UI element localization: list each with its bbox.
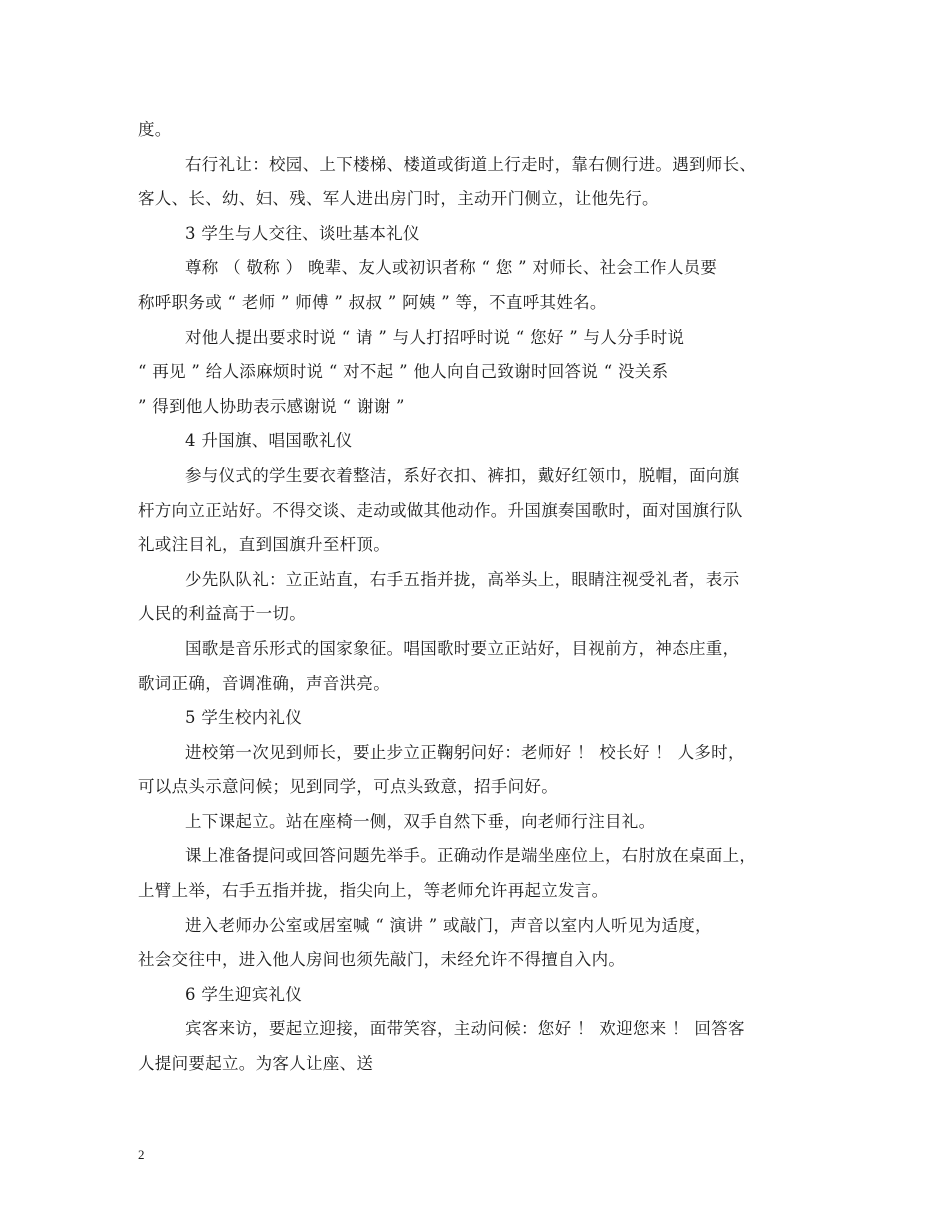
text-line: ” 得到他人协助表示感谢说 “ 谢谢 ” <box>138 396 405 416</box>
text-line: 少先队队礼：立正站直，右手五指并拢，高举头上，眼睛注视受礼者，表示 <box>185 569 740 589</box>
text-line: 参与仪式的学生要衣着整洁，系好衣扣、裤扣，戴好红领巾，脱帽，面向旗 <box>185 465 740 485</box>
text-line: 4 升国旗、唱国歌礼仪 <box>185 431 353 451</box>
text-line: 进入老师办公室或居室喊 “ 演讲 ” 或敲门，声音以室内人听见为适度， <box>185 915 712 935</box>
text-line: 尊称 （ 敬称 ） 晚辈、友人或初识者称 “ 您 ” 对师长、社会工作人员要 <box>185 258 718 278</box>
text-line: 可以点头示意问候；见到同学，可点头致意，招手问好。 <box>138 777 558 797</box>
text-line: 客人、长、幼、妇、残、军人进出房门时，主动开门侧立，让他先行。 <box>138 189 659 209</box>
text-line: 国歌是音乐形式的国家象征。唱国歌时要立正站好，目视前方，神态庄重， <box>185 638 740 658</box>
text-line: 进校第一次见到师长，要止步立正鞠躬问好：老师好 ！ 校长好 ！ 人多时， <box>185 742 745 762</box>
document-body <box>138 113 828 1082</box>
text-line: 宾客来访，要起立迎接，面带笑容，主动问候：您好 ！ 欢迎您来 ！ 回答客 <box>185 1019 745 1039</box>
text-line: 称呼职务或 “ 老师 ” 师傅 ” 叔叔 ” 阿姨 ” 等，不直呼其姓名。 <box>138 292 607 312</box>
text-line: 对他人提出要求时说 “ 请 ” 与人打招呼时说 “ 您好 ” 与人分手时说 <box>185 327 685 347</box>
text-line: 杆方向立正站好。不得交谈、走动或做其他动作。升国旗奏国歌时，面对国旗行队 <box>138 500 743 520</box>
text-line: 礼或注目礼，直到国旗升至杆顶。 <box>138 535 390 555</box>
text-line: 右行礼让：校园、上下楼梯、楼道或街道上行走时，靠右侧行进。遇到师长、 <box>185 154 757 174</box>
text-line: 人民的利益高于一切。 <box>138 604 306 624</box>
text-line: 社会交往中，进入他人房间也须先敲门，未经允许不得擅自入内。 <box>138 950 626 970</box>
text-line: 度。 <box>138 120 172 139</box>
text-line: 人提问要起立。为客人让座、送 <box>138 1054 374 1074</box>
text-line: 课上准备提问或回答问题先举手。正确动作是端坐座位上，右肘放在桌面上， <box>185 846 757 866</box>
text-line: 3 学生与人交往、谈吐基本礼仪 <box>185 223 420 243</box>
page-number: 2 <box>138 1147 145 1162</box>
text-line: 歌词正确，音调准确，声音洪亮。 <box>138 673 390 693</box>
text-line: 6 学生迎宾礼仪 <box>185 984 303 1004</box>
text-line: 上下课起立。站在座椅一侧，双手自然下垂，向老师行注目礼。 <box>185 811 656 831</box>
text-line: “ 再见 ” 给人添麻烦时说 “ 对不起 ” 他人向自己致谢时回答说 “ 没关系 <box>138 362 669 382</box>
text-line: 5 学生校内礼仪 <box>185 708 303 728</box>
text-line: 上臂上举，右手五指并拢，指尖向上，等老师允许再起立发言。 <box>138 881 609 901</box>
